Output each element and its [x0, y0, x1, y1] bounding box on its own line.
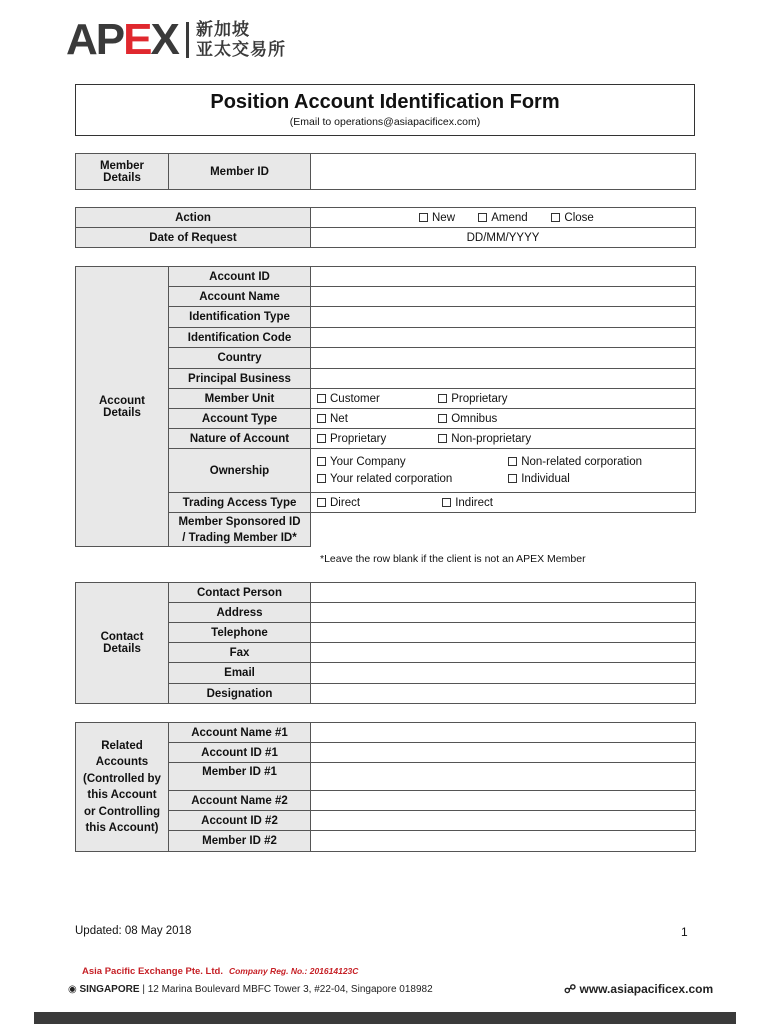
member-unit-proprietary[interactable]: Proprietary: [438, 393, 507, 405]
checkbox-icon[interactable]: [317, 394, 326, 403]
ownership-options: [311, 449, 696, 493]
principal-business-label: Principal Business: [169, 369, 311, 389]
date-of-request-field[interactable]: DD/MM/YYYY: [311, 228, 696, 248]
nature-proprietary[interactable]: Proprietary: [317, 433, 435, 445]
form-subtitle: (Email to operations@asiapacificex.com): [289, 116, 481, 128]
email-label: Email: [169, 663, 311, 684]
logo-letter: X: [150, 15, 178, 64]
account-type-net[interactable]: Net: [317, 413, 435, 425]
telephone-label: Telephone: [169, 623, 311, 643]
account-type-options: [311, 409, 696, 429]
identification-code-field[interactable]: [311, 328, 696, 348]
account-id-field[interactable]: [311, 267, 696, 287]
telephone-field[interactable]: [311, 623, 696, 643]
member-unit-label: Member Unit: [169, 389, 311, 409]
company-reg: Company Reg. No.: 201614123C: [228, 966, 359, 976]
address-field[interactable]: [311, 603, 696, 623]
logo-cn-line1: 新加坡: [196, 20, 250, 40]
ownership-your-related-corporation[interactable]: Your related corporation: [317, 471, 505, 488]
action-new-option[interactable]: New: [419, 212, 475, 224]
trading-access-direct[interactable]: Direct: [317, 497, 439, 509]
logo-letter: A: [66, 15, 96, 64]
footer-company: [82, 966, 358, 977]
checkbox-icon[interactable]: [438, 434, 447, 443]
account-id-label: Account ID: [169, 267, 311, 287]
principal-business-field[interactable]: [311, 369, 696, 389]
account-details-group: Account Details: [76, 267, 169, 547]
checkbox-icon[interactable]: [508, 457, 517, 466]
trading-access-type-label: Trading Access Type: [169, 493, 311, 513]
member-id-field[interactable]: [311, 154, 696, 190]
footer-bar: [34, 1012, 736, 1024]
checkbox-icon[interactable]: [442, 498, 451, 507]
checkbox-icon[interactable]: [478, 213, 487, 222]
logo-divider: [186, 22, 189, 58]
member-id-label: Member ID: [169, 154, 311, 190]
country-field[interactable]: [311, 348, 696, 369]
action-table: [75, 207, 696, 248]
nature-of-account-options: [311, 429, 696, 449]
checkbox-icon[interactable]: [551, 213, 560, 222]
account-name-2-field[interactable]: [311, 791, 696, 811]
account-name-2-label: Account Name #2: [169, 791, 311, 811]
related-accounts-group: Related Accounts (Controlled by this Account or Controlling this Account): [76, 723, 169, 852]
footer-address: [68, 984, 433, 995]
account-type-omnibus[interactable]: Omnibus: [438, 413, 497, 425]
member-sponsored-id-label: Member Sponsored ID / Trading Member ID*: [169, 513, 311, 547]
form-title: Position Account Identification Form: [210, 91, 560, 113]
nature-of-account-label: Nature of Account: [169, 429, 311, 449]
location-pin-icon: ◉: [68, 984, 77, 995]
member-sponsored-note: *Leave the row blank if the client is not an APEX Member: [320, 553, 586, 565]
designation-label: Designation: [169, 684, 311, 704]
member-unit-customer[interactable]: Customer: [317, 393, 435, 405]
email-field[interactable]: [311, 663, 696, 684]
account-id-1-field[interactable]: [311, 743, 696, 763]
contact-person-field[interactable]: [311, 583, 696, 603]
company-name: Asia Pacific Exchange Pte. Ltd.: [82, 966, 223, 977]
account-id-2-label: Account ID #2: [169, 811, 311, 831]
checkbox-icon[interactable]: [317, 457, 326, 466]
updated-date: Updated: 08 May 2018: [75, 925, 192, 937]
member-unit-options: [311, 389, 696, 409]
ownership-individual[interactable]: Individual: [508, 471, 570, 488]
logo-letter: E: [123, 15, 151, 64]
action-amend-option[interactable]: Amend: [478, 212, 548, 224]
fax-label: Fax: [169, 643, 311, 663]
trading-access-indirect[interactable]: Indirect: [442, 497, 493, 509]
member-id-1-label: Member ID #1: [169, 763, 311, 791]
checkbox-icon[interactable]: [317, 474, 326, 483]
related-accounts-table: [75, 722, 696, 852]
account-name-label: Account Name: [169, 287, 311, 307]
website-url[interactable]: www.asiapacificex.com: [579, 982, 714, 996]
action-options: [311, 208, 696, 228]
footer-website[interactable]: [564, 982, 713, 996]
action-close-option[interactable]: Close: [551, 212, 593, 224]
contact-details-group: Contact Details: [76, 583, 169, 704]
account-id-1-label: Account ID #1: [169, 743, 311, 763]
checkbox-icon[interactable]: [317, 498, 326, 507]
member-details-group: Member Details: [76, 154, 169, 190]
account-type-label: Account Type: [169, 409, 311, 429]
account-id-2-field[interactable]: [311, 811, 696, 831]
checkbox-icon[interactable]: [438, 414, 447, 423]
contact-details-table: [75, 582, 696, 704]
logo-cn-line2: 亚太交易所: [196, 40, 286, 60]
account-details-table: [75, 266, 696, 547]
ownership-your-company[interactable]: Your Company: [317, 454, 505, 471]
action-label: Action: [76, 208, 311, 228]
fax-field[interactable]: [311, 643, 696, 663]
logo-letter: P: [95, 15, 124, 64]
member-details-table: [75, 153, 696, 190]
account-name-field[interactable]: [311, 287, 696, 307]
globe-icon: ☍: [564, 982, 577, 996]
trading-access-options: [311, 493, 696, 513]
footer-address-text: | 12 Marina Boulevard MBFC Tower 3, #22-04, Singapore 018982: [142, 984, 433, 995]
checkbox-icon[interactable]: [508, 474, 517, 483]
contact-person-label: Contact Person: [169, 583, 311, 603]
identification-type-field[interactable]: [311, 307, 696, 328]
member-id-2-field[interactable]: [311, 831, 696, 852]
logo-chinese-name: [196, 20, 286, 60]
account-name-1-field[interactable]: [311, 723, 696, 743]
member-sponsored-id-field[interactable]: [311, 513, 696, 547]
apex-logo: [66, 15, 178, 64]
account-name-1-label: Account Name #1: [169, 723, 311, 743]
checkbox-icon[interactable]: [317, 434, 326, 443]
ownership-label: Ownership: [169, 449, 311, 493]
ownership-non-related-corporation[interactable]: Non-related corporation: [508, 454, 642, 471]
date-of-request-label: Date of Request: [76, 228, 311, 248]
member-id-1-field[interactable]: [311, 763, 696, 791]
identification-type-label: Identification Type: [169, 307, 311, 328]
page-number: 1: [681, 925, 688, 939]
form-title-box: [75, 84, 695, 136]
checkbox-icon[interactable]: [438, 394, 447, 403]
checkbox-icon[interactable]: [419, 213, 428, 222]
country-label: Country: [169, 348, 311, 369]
identification-code-label: Identification Code: [169, 328, 311, 348]
designation-field[interactable]: [311, 684, 696, 704]
member-id-2-label: Member ID #2: [169, 831, 311, 852]
nature-non-proprietary[interactable]: Non-proprietary: [438, 433, 531, 445]
address-label: Address: [169, 603, 311, 623]
checkbox-icon[interactable]: [317, 414, 326, 423]
footer-location: SINGAPORE: [79, 984, 140, 995]
